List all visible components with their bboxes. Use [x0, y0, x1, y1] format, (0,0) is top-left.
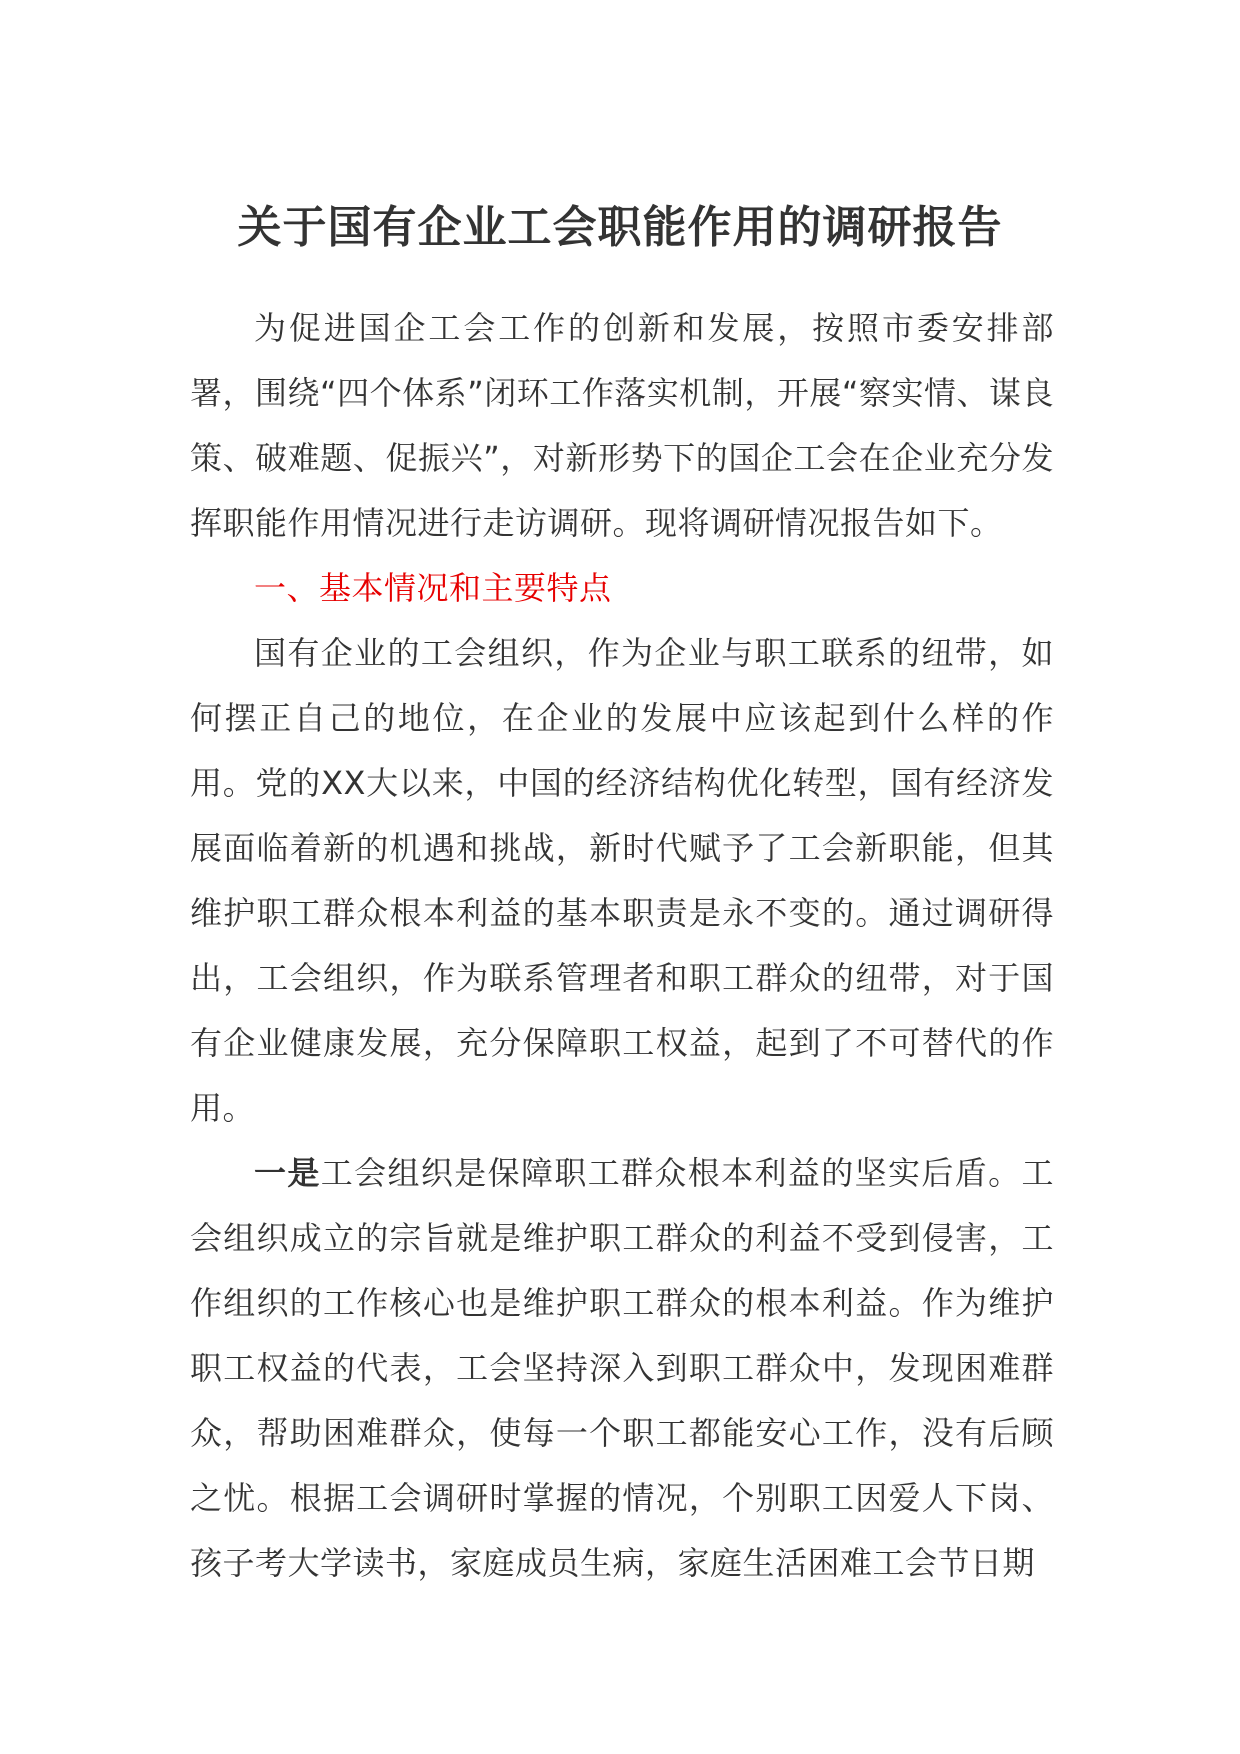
document-title: 关于国有企业工会职能作用的调研报告: [237, 202, 1003, 253]
point-paragraph: [190, 1141, 1054, 1596]
section-paragraph: 国有企业的工会组织，作为企业与职工联系的纽带，如何摆正自己的地位，在企业的发展中应该起到什么样的作用。党的XX大以来，中国的经济结构优化转型，国有经济发展面临着新的机遇和挑战，新时代赋予了工会新职能，但其维护职工群众根本利益的基本职责是永不变的。通过调研得出，工会组织，作为联系管理者和职工群众的纽带，对于国有企业健康发展，充分保障职工权益，起到了不可替代的作用。: [190, 634, 1054, 1127]
point-lead: 一是: [254, 1154, 321, 1192]
section-heading: 一、基本情况和主要特点: [254, 569, 612, 607]
point-text: 工会组织是保障职工群众根本利益的坚实后盾。工会组织成立的宗旨就是维护职工群众的利益不受到侵害，工作组织的工作核心也是维护职工群众的根本利益。作为维护职工权益的代表，工会坚持深入到职工群众中，发现困难群众，帮助困难群众，使每一个职工都能安心工作，没有后顾之忧。根据工会调研时掌握的情况，个别职工因爱人下岗、孩子考大学读书，家庭成员生病，家庭生活困难工会节日期: [190, 1154, 1054, 1582]
intro-paragraph: 为促进国企工会工作的创新和发展，按照市委安排部署，围绕“四个体系”闭环工作落实机制，开展“察实情、谋良策、破难题、促振兴”，对新形势下的国企工会在企业充分发挥职能作用情况进行走访调研。现将调研情况报告如下。: [190, 309, 1054, 542]
document-body: [190, 296, 1054, 1596]
